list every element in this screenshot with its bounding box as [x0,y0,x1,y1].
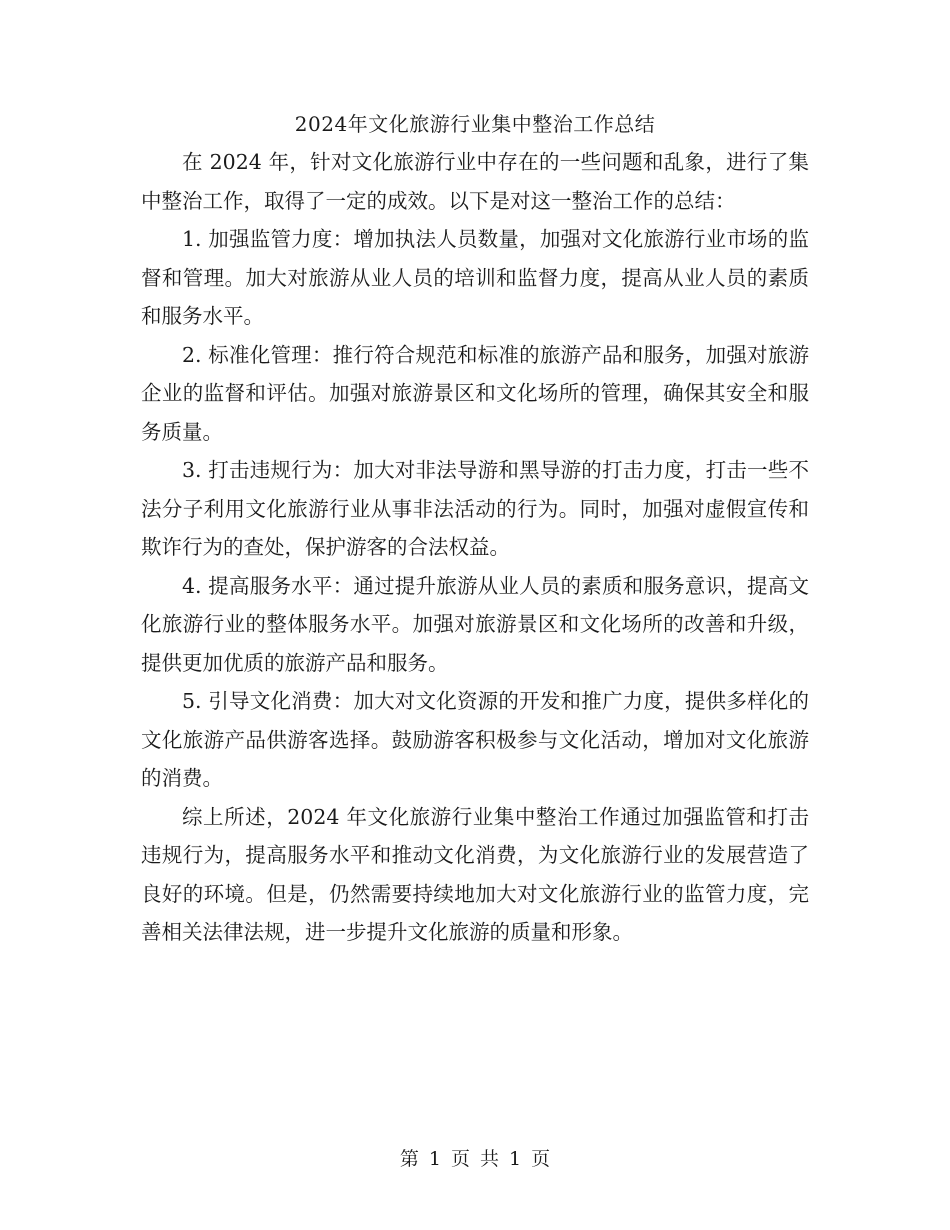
paragraph-item-4: 4. 提高服务水平：通过提升旅游从业人员的素质和服务意识，提高文化旅游行业的整体服务水平。加强对旅游景区和文化场所的改善和升级，提供更加优质的旅游产品和服务。 [141,573,809,675]
document-body [141,143,809,952]
page-footer: 第 1 页 共 1 页 [399,1148,551,1170]
paragraph-intro: 在 2024 年，针对文化旅游行业中存在的一些问题和乱象，进行了集中整治工作，取得了一定的成效。以下是对这一整治工作的总结： [141,150,809,213]
paragraph-item-3: 3. 打击违规行为：加大对非法导游和黑导游的打击力度，打击一些不法分子利用文化旅游行业从事非法活动的行为。同时，加强对虚假宣传和欺诈行为的查处，保护游客的合法权益。 [141,458,809,559]
paragraph-item-1: 1. 加强监管力度：增加执法人员数量，加强对文化旅游行业市场的监督和管理。加大对旅游从业人员的培训和监督力度，提高从业人员的素质和服务水平。 [141,227,809,328]
paragraph-item-2: 2. 标准化管理：推行符合规范和标准的旅游产品和服务，加强对旅游企业的监督和评估。加强对旅游景区和文化场所的管理，确保其安全和服务质量。 [141,342,809,444]
paragraph-item-5: 5. 引导文化消费：加大对文化资源的开发和推广力度，提供多样化的文化旅游产品供游客选择。鼓励游客积极参与文化活动，增加对文化旅游的消费。 [141,689,809,790]
document-title: 2024年文化旅游行业集中整治工作总结 [294,112,656,136]
paragraph-conclusion: 综上所述，2024 年文化旅游行业集中整治工作通过加强监管和打击违规行为，提高服务水平和推动文化消费，为文化旅游行业的发展营造了良好的环境。但是，仍然需要持续地加大对文化旅游行业的监管力度，完善相关法律法规，进一步提升文化旅游的质量和形象。 [141,804,809,944]
